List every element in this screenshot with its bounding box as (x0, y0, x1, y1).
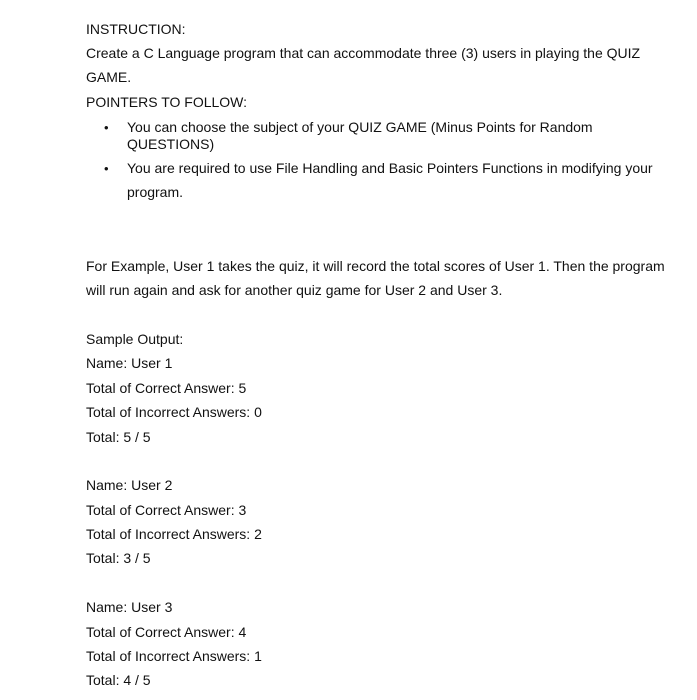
user-3-correct: Total of Correct Answer: 4 (86, 624, 247, 640)
bullet-1-line-1: You can choose the subject of your QUIZ GAME (Minus Points for Random (127, 119, 593, 135)
user-3-incorrect: Total of Incorrect Answers: 1 (86, 648, 262, 664)
bullet-2-glyph: • (104, 161, 109, 176)
bullet-2-text (127, 160, 677, 201)
bullet-1-text (127, 119, 677, 153)
sample-output-heading: Sample Output: (86, 331, 184, 347)
instruction-body-line-2: GAME. (86, 69, 132, 85)
user-2-incorrect: Total of Incorrect Answers: 2 (86, 526, 262, 542)
example-line-1: For Example, User 1 takes the quiz, it will record the total scores of User 1. Then the program (86, 258, 665, 274)
user-3-total: Total: 4 / 5 (86, 672, 151, 688)
bullet-2-line-2: program. (127, 184, 184, 200)
bullet-2-line-1: You are required to use File Handling and Basic Pointers Functions in modifying your (127, 160, 653, 176)
user-1-correct: Total of Correct Answer: 5 (86, 380, 247, 396)
example-line-2: will run again and ask for another quiz game for User 2 and User 3. (86, 282, 503, 298)
bullet-1-glyph: • (104, 120, 109, 135)
user-2-name: Name: User 2 (86, 477, 173, 493)
instruction-body-line-1: Create a C Language program that can accommodate three (3) users in playing the QUIZ (86, 45, 641, 61)
bullet-1-line-2: QUESTIONS) (127, 136, 215, 152)
instruction-heading: INSTRUCTION: (86, 21, 186, 37)
user-2-total: Total: 3 / 5 (86, 550, 151, 566)
user-1-total: Total: 5 / 5 (86, 429, 151, 445)
user-3-name: Name: User 3 (86, 599, 173, 615)
user-2-correct: Total of Correct Answer: 3 (86, 502, 247, 518)
user-1-name: Name: User 1 (86, 355, 173, 371)
pointers-heading: POINTERS TO FOLLOW: (86, 94, 248, 110)
user-1-incorrect: Total of Incorrect Answers: 0 (86, 404, 262, 420)
